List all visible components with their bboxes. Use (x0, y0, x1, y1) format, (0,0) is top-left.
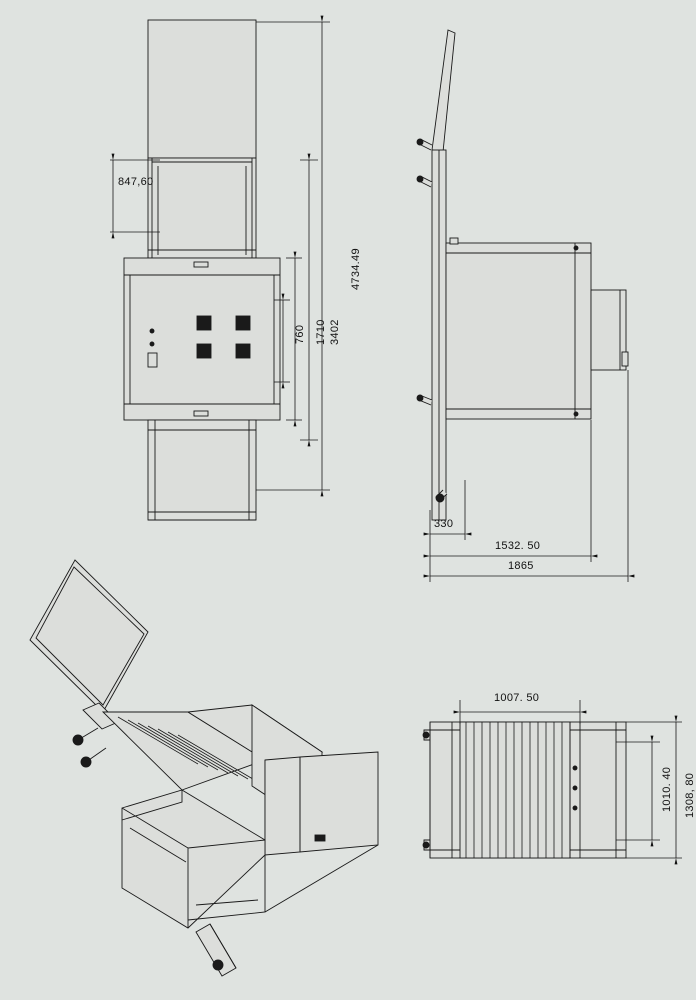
dim-4734-49-label: 4734.49 (350, 248, 362, 290)
dim-760-label: 760 (294, 324, 306, 344)
dim-1010-40-label: 1010. 40 (661, 766, 673, 812)
dim-1710-label: 1710 (315, 319, 327, 345)
dim-847-60-label: 847,60 (118, 176, 154, 188)
dim-1865-label: 1865 (508, 560, 534, 572)
isometric-view-geometry (30, 560, 378, 976)
dim-330-label: 330 (434, 518, 454, 530)
dim-1007-50-label: 1007. 50 (494, 692, 540, 704)
plan-view-geometry (423, 722, 626, 858)
front-view-geometry (124, 20, 280, 520)
dim-1532-50-label: 1532. 50 (495, 540, 541, 552)
side-view-geometry (417, 30, 628, 520)
dim-1308-80-label: 1308, 80 (684, 772, 696, 818)
dim-3402-label: 3402 (329, 319, 341, 345)
